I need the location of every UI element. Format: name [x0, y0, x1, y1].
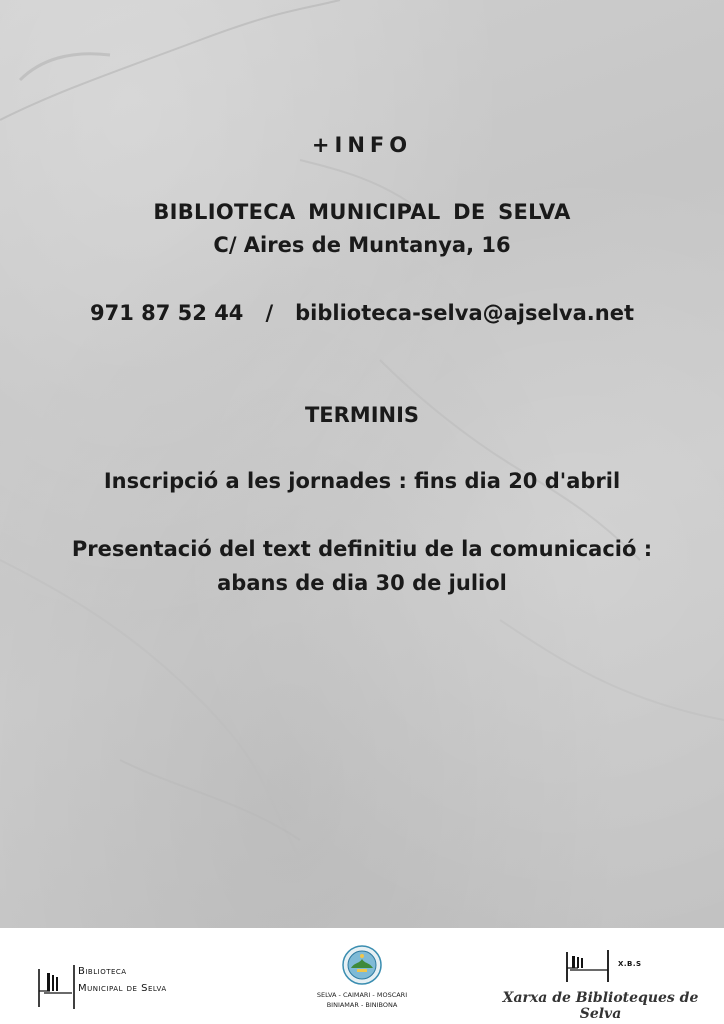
- logo-left-line1: Biblioteca: [78, 966, 127, 977]
- logo-right-abbr: X.B.S: [618, 960, 642, 968]
- contact-line: [0, 301, 724, 325]
- library-books-icon: [36, 963, 76, 1011]
- submission-deadline-line1: Presentació del text definitiu de la comunicació :: [71, 537, 653, 561]
- logo-right-name: Xarxa de Biblioteques de Selva: [502, 990, 699, 1022]
- logo-center-line1: SELVA - CAIMARI - MOSCARI: [316, 991, 408, 999]
- deadlines-heading: TERMINIS: [304, 403, 420, 427]
- email-address[interactable]: biblioteca-selva@ajselva.net: [295, 301, 634, 325]
- library-network-icon: [564, 948, 616, 984]
- municipal-seal-logo: [300, 944, 424, 1020]
- xarxa-biblioteques-logo: [488, 946, 713, 1022]
- submission-deadline-line2: abans de dia 30 de juliol: [217, 571, 507, 595]
- logo-left-line2: Municipal de Selva: [78, 983, 167, 994]
- library-address: C/ Aires de Muntanya, 16: [213, 233, 511, 257]
- contact-separator: /: [265, 301, 274, 325]
- seal-icon: [341, 944, 383, 986]
- info-title: +INFO: [311, 133, 413, 157]
- phone-number: 971 87 52 44: [89, 301, 244, 325]
- logo-center-line2: BINIAMAR - BINIBONA: [326, 1001, 398, 1009]
- biblioteca-selva-logo: [36, 963, 196, 1011]
- library-name: BIBLIOTECA MUNICIPAL DE SELVA: [153, 200, 571, 224]
- registration-deadline: Inscripció a les jornades : fins dia 20 d'abril: [103, 469, 621, 493]
